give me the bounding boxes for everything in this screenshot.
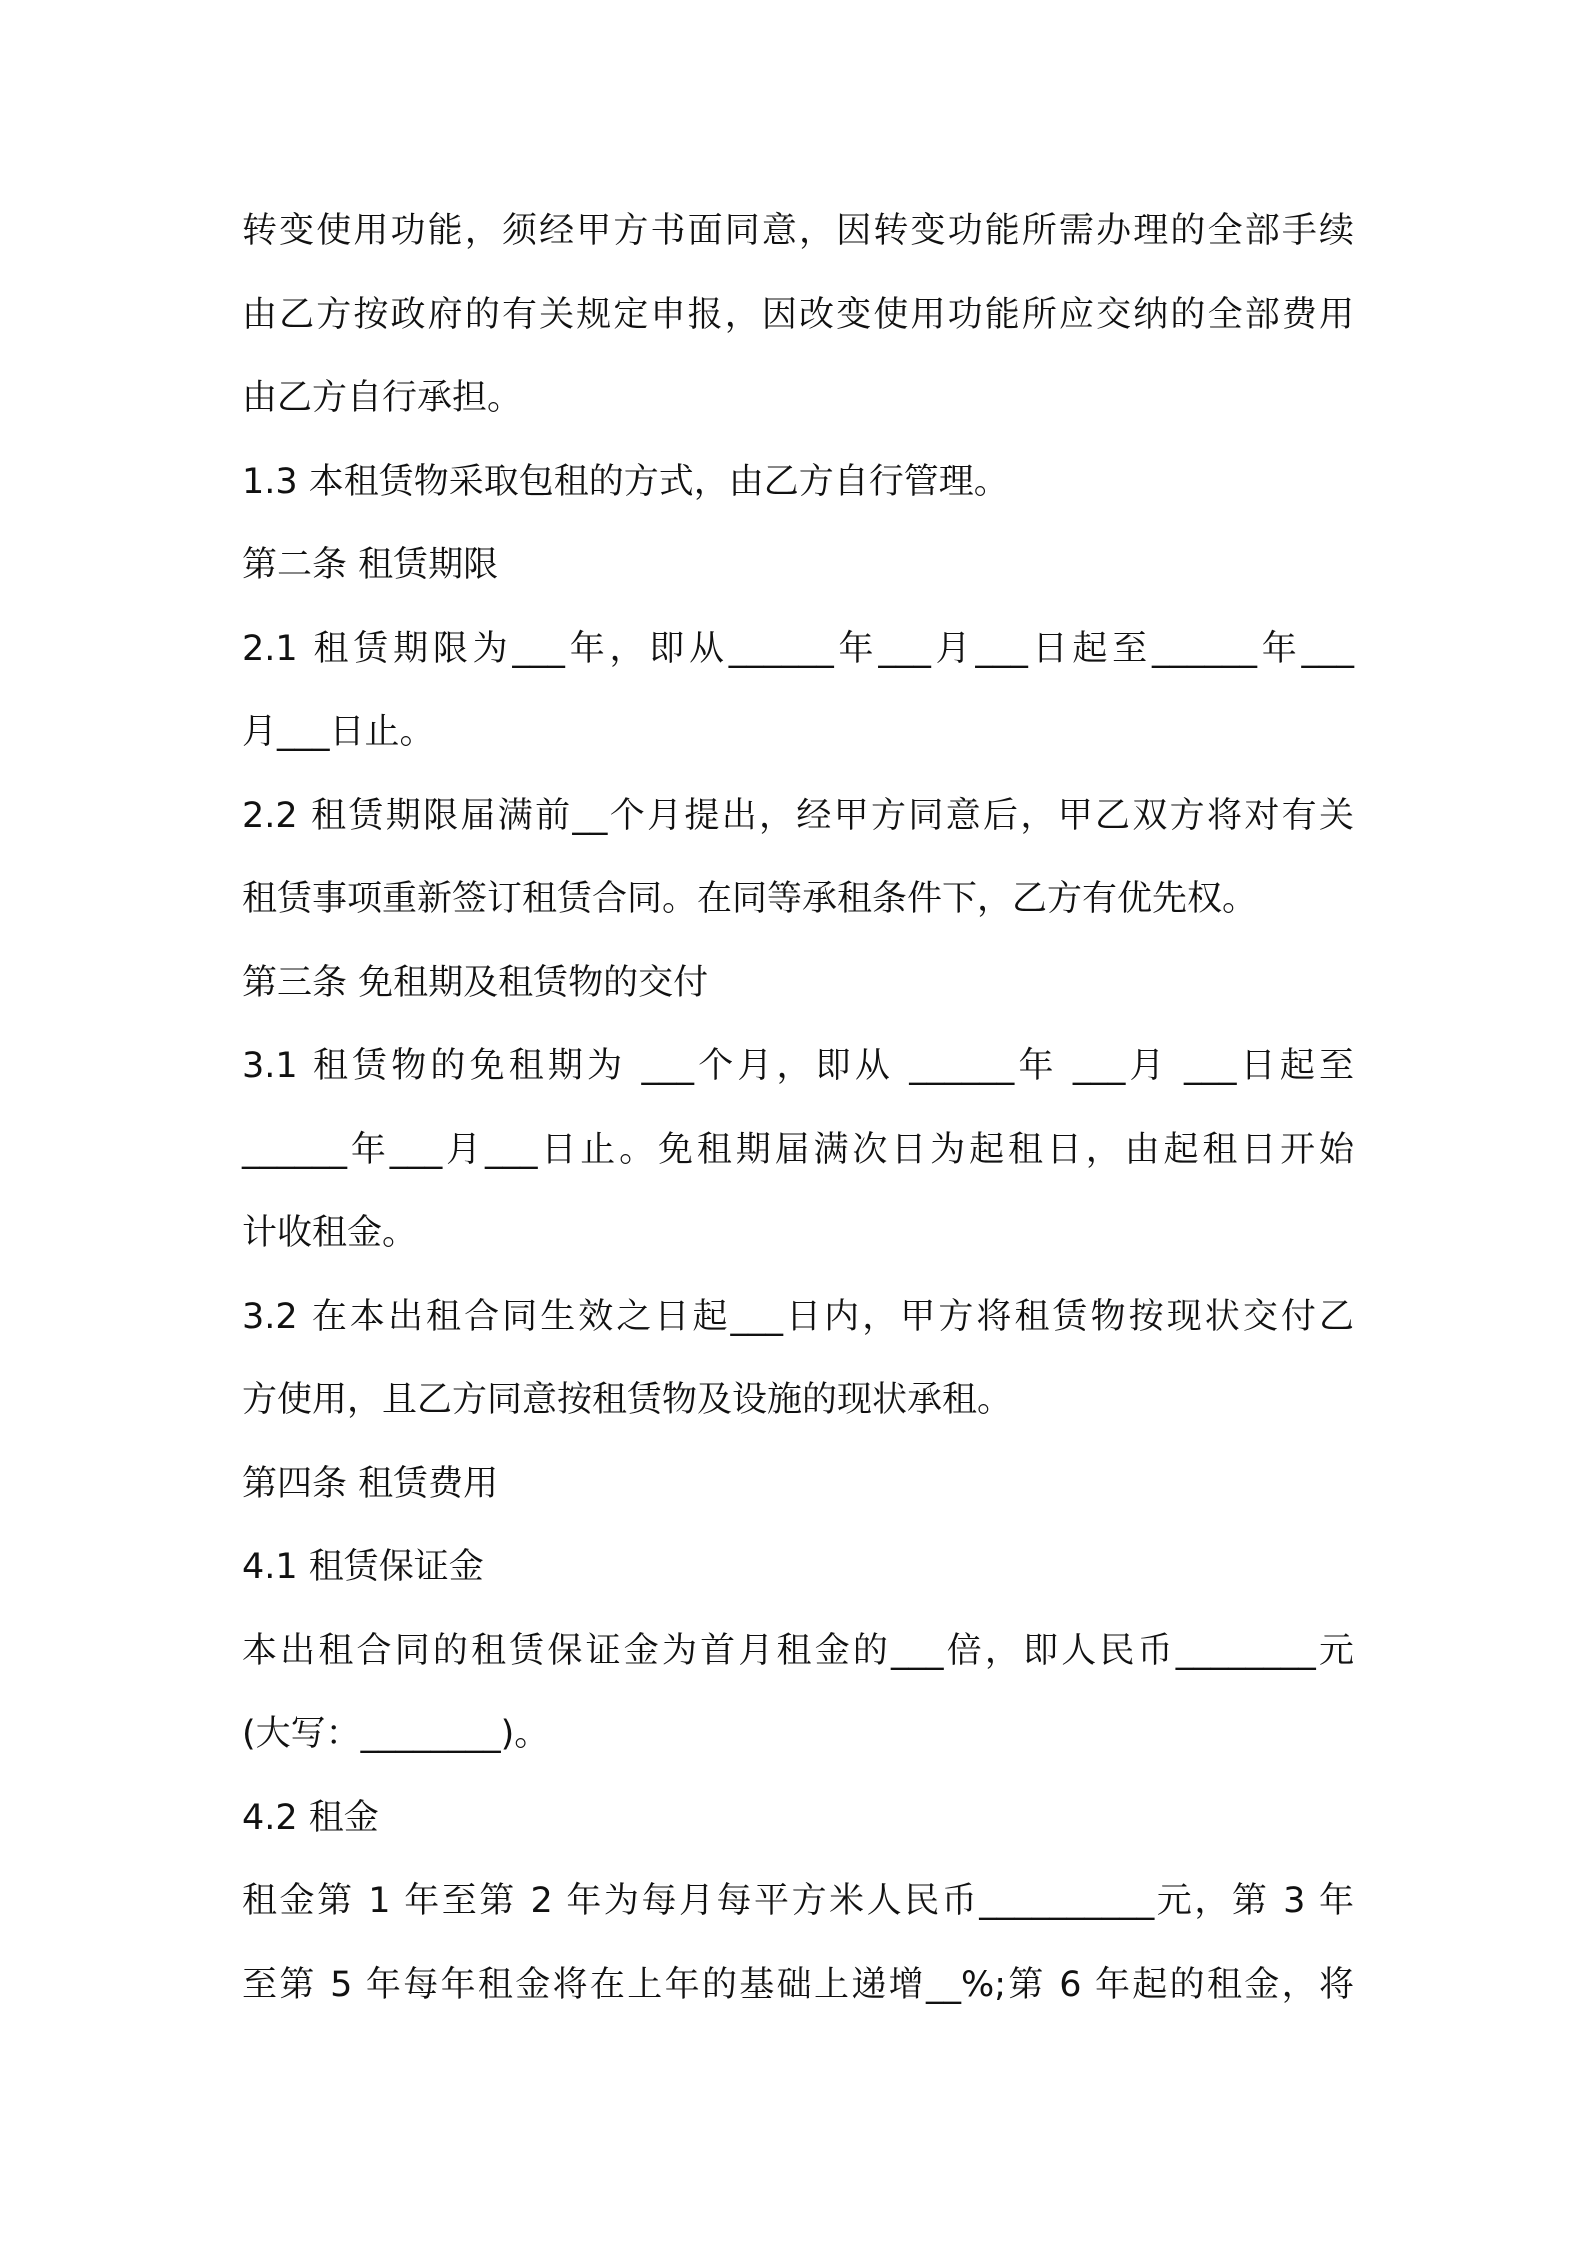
section-heading: 第二条 租赁期限 [242,545,499,585]
text-line: 租金第 1 年至第 2 年为每月每平方米人民币__________元，第 3 年 [242,1881,1354,1921]
text-line: 至第 5 年每年租金将在上年的基础上递增__%;第 6 年起的租金，将 [242,1964,1354,2005]
text-line: 方使用，且乙方同意按租赁物及设施的现状承租。 [242,1380,1013,1420]
section-heading: 第三条 免租期及租赁物的交付 [242,962,709,1003]
text-line: 本出租合同的租赁保证金为首月租金的___倍，即人民币________元 [242,1630,1354,1671]
text-line: 计收租金。 [242,1213,418,1253]
text-line: 3.2 在本出租合同生效之日起___日内，甲方将租赁物按现状交付乙 [242,1296,1354,1337]
text-line: 由乙方按政府的有关规定申报，因改变使用功能所应交纳的全部费用 [242,294,1354,335]
text-line: 转变使用功能，须经甲方书面同意，因转变功能所需办理的全部手续 [242,211,1354,251]
text-line: 2.2 租赁期限届满前__个月提出，经甲方同意后，甲乙双方将对有关 [242,795,1354,836]
subsection-heading: 4.1 租赁保证金 [242,1547,484,1587]
text-line: 2.1 租赁期限为___年，即从______年___月___日起至______年___ [242,628,1354,669]
text-line: 租赁事项重新签订租赁合同。在同等承租条件下，乙方有优先权。 [242,879,1258,919]
text-line: 1.3 本租赁物采取包租的方式，由乙方自行管理。 [242,461,1009,502]
text-line: 3.1 租赁物的免租期为 ___个月，即从 ______年 ___月 ___日起至 [242,1046,1354,1086]
text-line: ______年___月___日止。免租期届满次日为起租日，由起租日开始 [242,1129,1354,1170]
document-body [242,198,1354,2035]
subsection-heading: 4.2 租金 [242,1797,379,1838]
text-line: 由乙方自行承担。 [242,378,523,418]
text-line: 月___日止。 [242,712,435,752]
text-line: (大写：________)。 [242,1714,550,1754]
section-heading: 第四条 租赁费用 [242,1463,499,1504]
